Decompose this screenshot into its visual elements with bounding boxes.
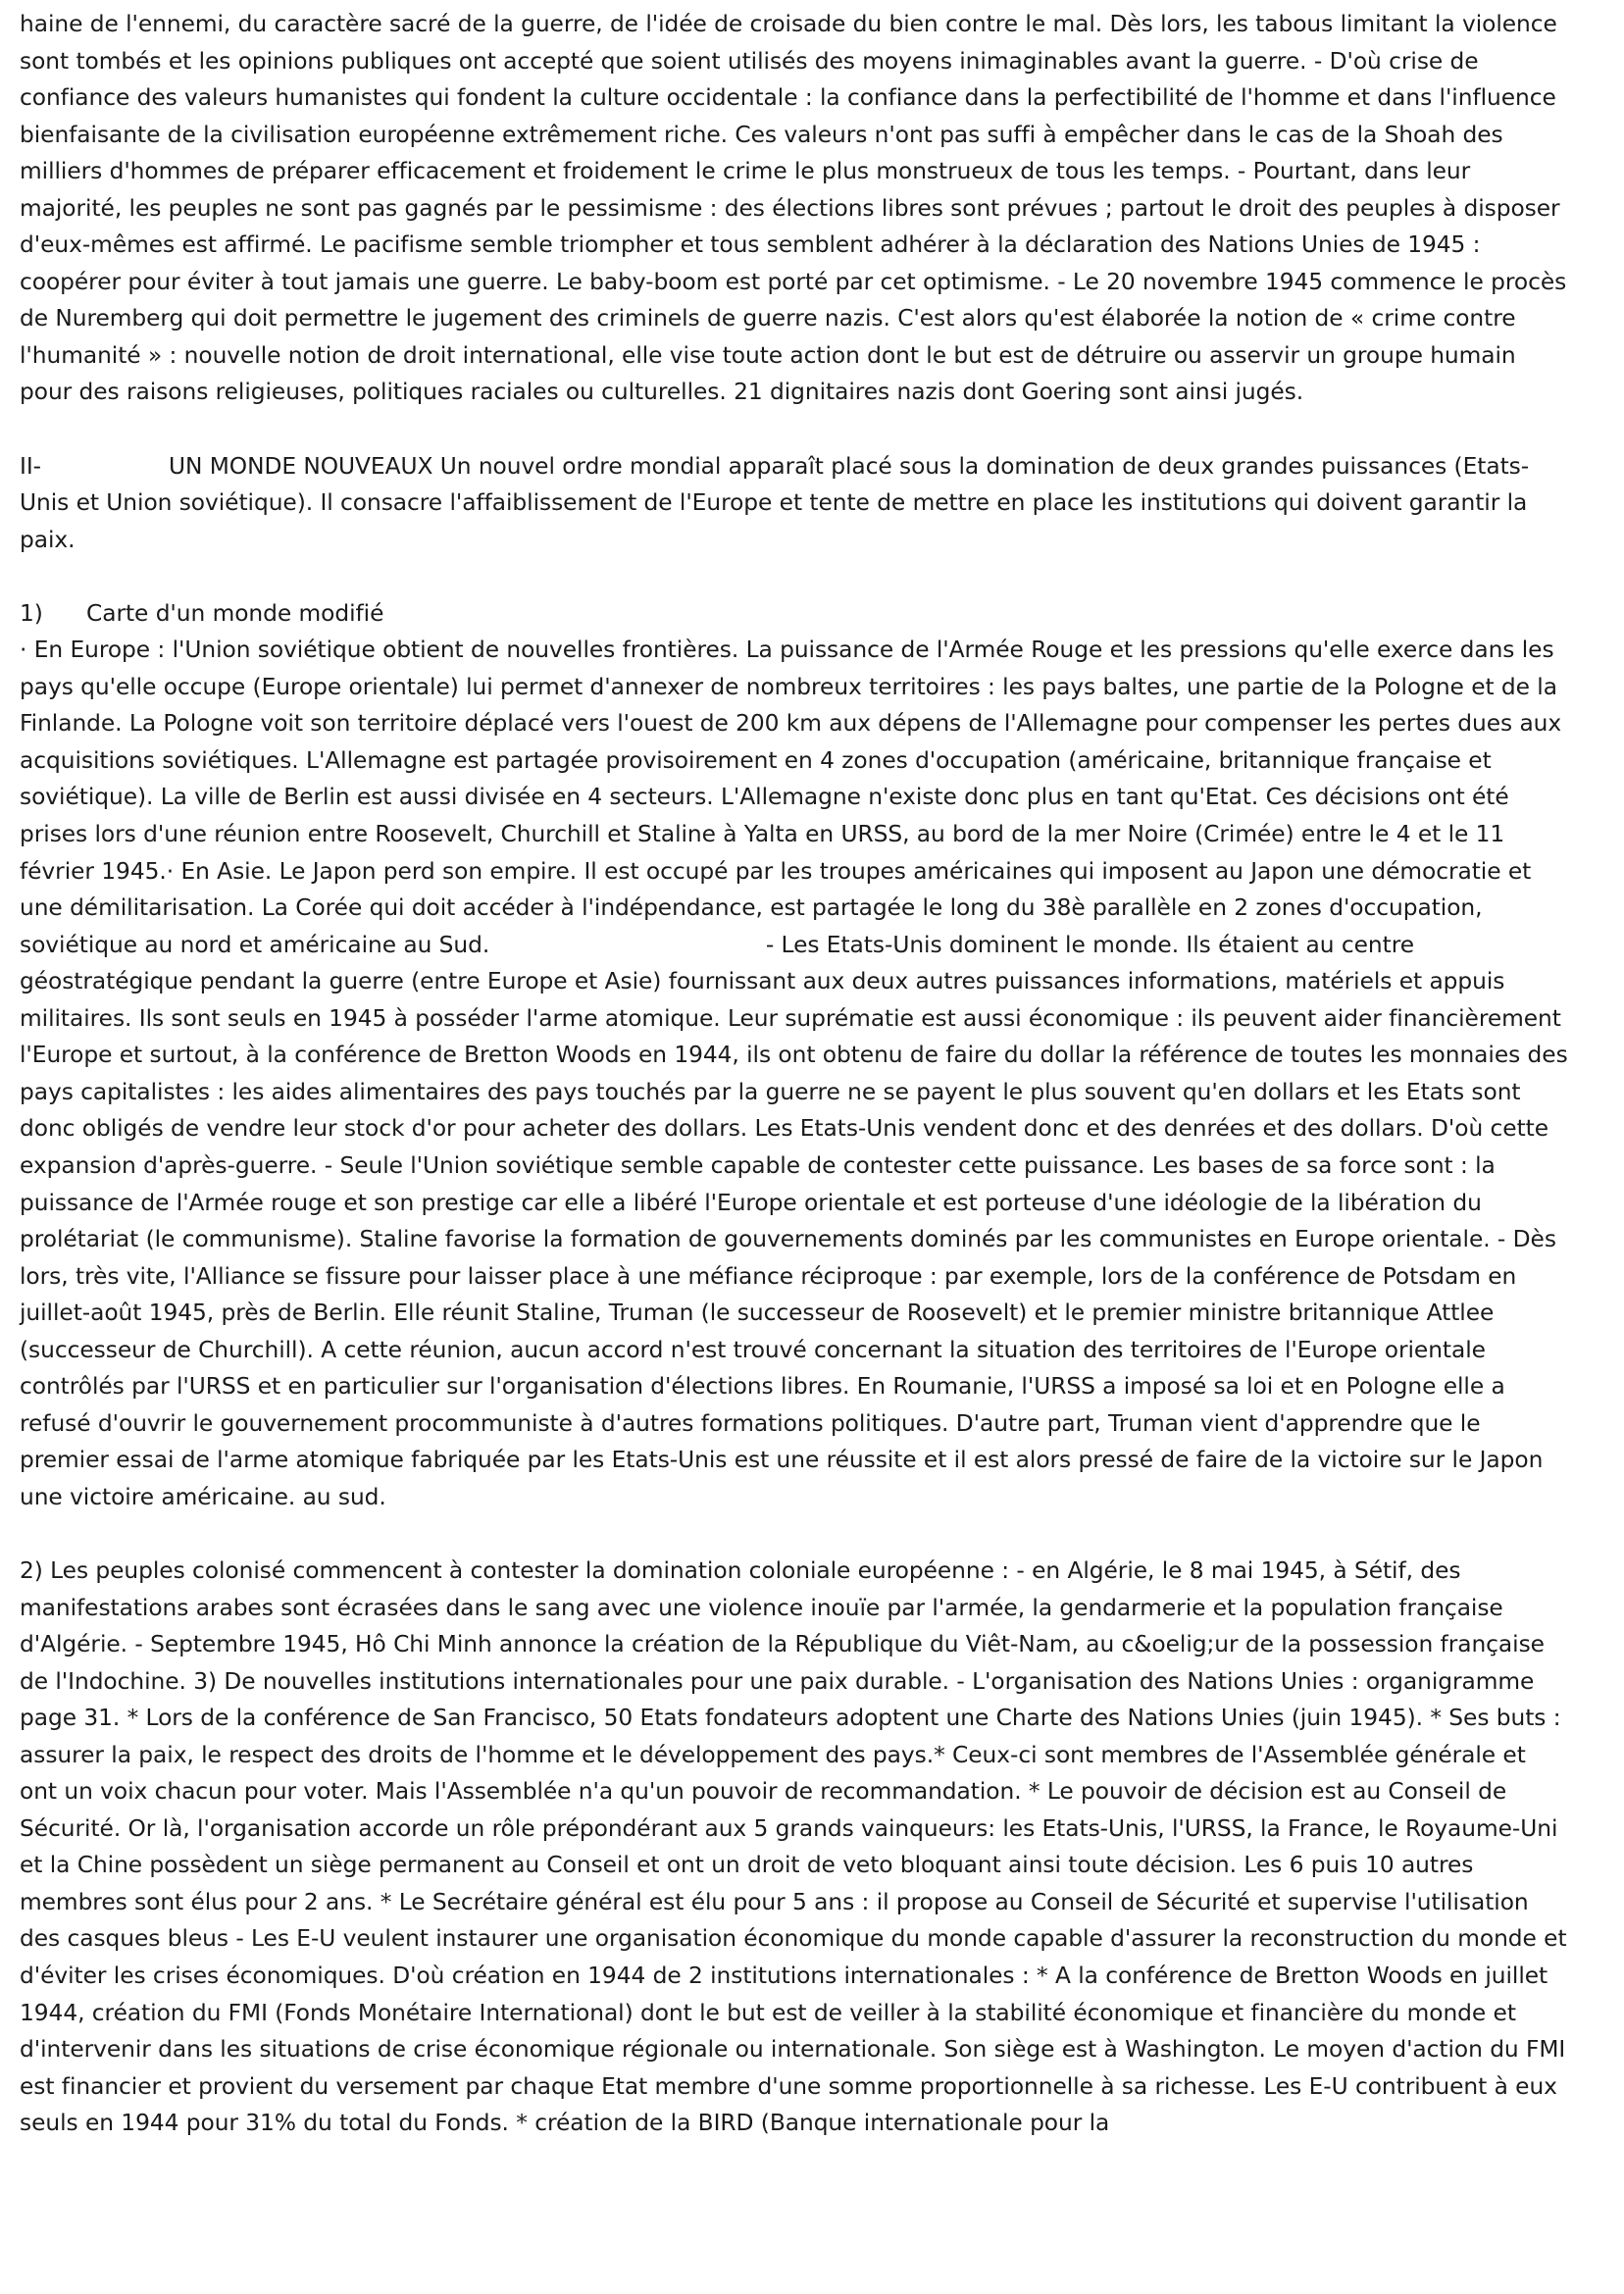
- item-title: Carte d'un monde modifié: [86, 599, 384, 627]
- item-number: 1): [20, 599, 43, 627]
- document-page: [20, 6, 1569, 2142]
- blank-line: [20, 411, 1569, 448]
- section-heading-monde-nouveau: [20, 448, 1569, 559]
- paragraph-europe-asie: · En Europe : l'Union soviétique obtient de nouvelles frontières. La puissance de l'Armée Rouge et les pressions qu'elle exerce dans les pays qu'elle occupe (Europe orientale) lui permet d'annexer de nombreux territoires : les pays baltes, une partie de la Pologne et de la Finlande. La Pologne voit son territoire déplacé vers l'ouest de 200 km aux dépens de l'Allemagne pour compenser les pertes dues aux acquisitions soviétiques. L'Allemagne est partagée provisoirement en 4 zones d'occupation (américaine, britannique française et soviétique). La ville de Berlin est aussi divisée en 4 secteurs. L'Allemagne n'existe donc plus en tant qu'Etat. Ces décisions ont été prises lors d'une réunion entre Roosevelt, Churchill et Staline à Yalta en URSS, au bord de la mer Noire (Crimée) entre le 4 et le 11 février 1945.· En Asie. Le Japon perd son empire. Il est occupé par les troupes américaines qui imposent au Japon une démocratie et une démilitarisation. La Corée qui doit accéder à l'indépendance, est partagée le long du 38è parallèle en 2 zones d'occupation, soviétique au nord et américaine au Sud.: [20, 637, 1562, 958]
- section-number: II-: [20, 452, 41, 480]
- paragraph-etats-unis: Les Etats-Unis dominent le monde. Ils étaient au centre géostratégique pendant la guerre (entre Europe et Asie) fournissant aux deux autres puissances informations, matériels et appuis militaires. Ils sont seuls en 1945 à posséder l'arme atomique. Leur suprématie est aussi économique : ils peuvent aider financièrement l'Europe et surtout, à la conférence de Bretton Woods en 1944, ils ont obtenu de faire du dollar la référence de toutes les monnaies des pays capitalistes : les aides alimentaires des pays touchés par la guerre ne se payent le plus souvent qu'en dollars et les Etats sont donc obligés de vendre leur stock d'or pour acheter des dollars. Les Etats-Unis vendent donc et des denrées et des dollars. D'où cette expansion d'après-guerre. - Seule l'Union soviétique semble capable de contester cette puissance. Les bases de sa force sont : la puissance de l'Armée rouge et son prestige car elle a libéré l'Europe orientale et est porteuse d'une idéologie de la libération du prolétariat (le communisme). Staline favorise la formation de gouvernements dominés par les communistes en Europe orientale. - Dès lors, très vite, l'Alliance se fissure pour laisser place à une méfiance réciproque : par exemple, lors de la conférence de Potsdam en juillet-août 1945, près de Berlin. Elle réunit Staline, Truman (le successeur de Roosevelt) et le premier ministre britannique Attlee (successeur de Churchill). A cette réunion, aucun accord n'est trouvé concernant la situation des territoires de l'Europe orientale contrôlés par l'URSS et en particulier sur l'organisation d'élections libres. En Roumanie, l'URSS a imposé sa loi et en Pologne elle a refusé d'ouvrir le gouvernement procommuniste à d'autres formations politiques. D'autre part, Truman vient d'apprendre que le premier essai de l'arme atomique fabriquée par les Etats-Unis est une réussite et il est alors pressé de faire de la victoire sur le Japon une victoire américaine. au sud.: [20, 931, 1568, 1510]
- blank-line: [20, 1515, 1569, 1553]
- section-intro-text: UN MONDE NOUVEAUX Un nouvel ordre mondial apparaît placé sous la domination de deux grandes puissances (Etats-Unis et Union soviétique). Il consacre l'affaiblissement de l'Europe et tente de mettre en place les institutions qui doivent garantir la paix.: [20, 452, 1530, 553]
- blank-line: [20, 558, 1569, 595]
- paragraph-carte-monde: [20, 632, 1569, 1515]
- paragraph-colonies-institutions: 2) Les peuples colonisé commencent à contester la domination coloniale européenne : - en Algérie, le 8 mai 1945, à Sétif, des manifestations arabes sont écrasées dans le sang avec une violence inouïe par l'armée, la gendarmerie et la population française d'Algérie. - Septembre 1945, Hô Chi Minh annonce la création de la République du Viêt-Nam, au c&oelig;ur de la possession française de l'Indochine. 3) De nouvelles institutions internationales pour une paix durable. - L'organisation des Nations Unies : organigramme page 31. * Lors de la conférence de San Francisco, 50 Etats fondateurs adoptent une Charte des Nations Unies (juin 1945). * Ses buts : assurer la paix, le respect des droits de l'homme et le développement des pays.* Ceux-ci sont membres de l'Assemblée générale et ont un voix chacun pour voter. Mais l'Assemblée n'a qu'un pouvoir de recommandation. * Le pouvoir de décision est au Conseil de Sécurité. Or là, l'organisation accorde un rôle prépondérant aux 5 grands vainqueurs: les Etats-Unis, l'URSS, la France, le Royaume-Uni et la Chine possèdent un siège permanent au Conseil et ont un droit de veto bloquant ainsi toute décision. Les 6 puis 10 autres membres sont élus pour 2 ans. * Le Secrétaire général est élu pour 5 ans : il propose au Conseil de Sécurité et supervise l'utilisation des casques bleus - Les E-U veulent instaurer une organisation économique du monde capable d'assurer la reconstruction du monde et d'éviter les crises économiques. D'où création en 1944 de 2 institutions internationales : * A la conférence de Bretton Woods en juillet 1944, création du FMI (Fonds Monétaire International) dont le but est de veiller à la stabilité économique et financière du monde et d'intervenir dans les situations de crise économique régionale ou internationale. Son siège est à Washington. Le moyen d'action du FMI est financier et provient du versement par chaque Etat membre d'une somme proportionnelle à sa richesse. Les E-U contribuent à eux seuls en 1944 pour 31% du total du Fonds. * création de la BIRD (Banque internationale pour la: [20, 1556, 1567, 2137]
- paragraph-consequences: haine de l'ennemi, du caractère sacré de la guerre, de l'idée de croisade du bien contre le mal. Dès lors, les tabous limitant la violence sont tombés et les opinions publiques ont accepté que soient utilisés des moyens inimaginables avant la guerre. - D'où crise de confiance des valeurs humanistes qui fondent la culture occidentale : la confiance dans la perfectibilité de l'homme et dans l'influence bienfaisante de la civilisation européenne extrêmement riche. Ces valeurs n'ont pas suffi à empêcher dans le cas de la Shoah des milliers d'hommes de préparer efficacement et froidement le crime le plus monstrueux de tous les temps. - Pourtant, dans leur majorité, les peuples ne sont pas gagnés par le pessimisme : des élections libres sont prévues ; partout le droit des peuples à disposer d'eux-mêmes est affirmé. Le pacifisme semble triompher et tous semblent adhérer à la déclaration des Nations Unies de 1945 : coopérer pour éviter à tout jamais une guerre. Le baby-boom est porté par cet optimisme. - Le 20 novembre 1945 commence le procès de Nuremberg qui doit permettre le jugement des criminels de guerre nazis. C'est alors qu'est élaborée la notion de « crime contre l'humanité » : nouvelle notion de droit international, elle vise toute action dont le but est de détruire ou asservir un groupe humain pour des raisons religieuses, politiques raciales ou culturelles. 21 dignitaires nazis dont Goering sont ainsi jugés.: [20, 11, 1567, 406]
- item-heading-carte: [20, 595, 1569, 633]
- inline-dash: -: [765, 931, 775, 958]
